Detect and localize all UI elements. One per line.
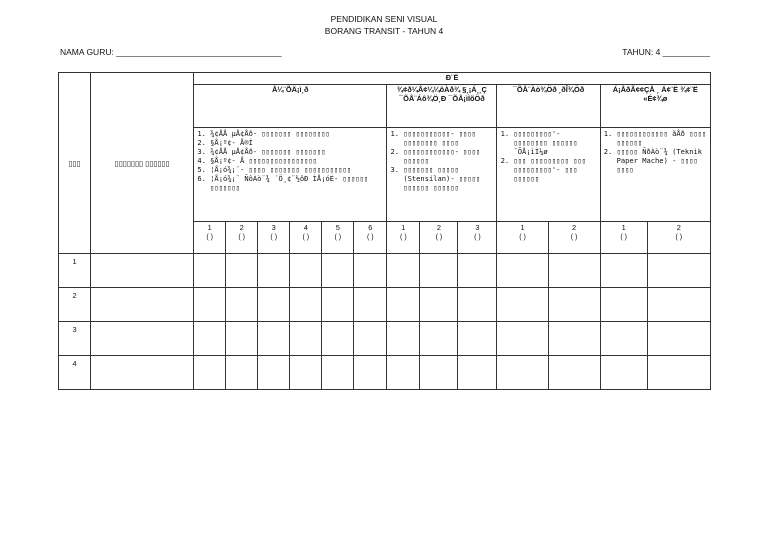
sub-column-number: 4 <box>303 223 308 232</box>
sub-column-number: 2 <box>572 223 577 232</box>
score-placeholder: ( ) <box>302 234 310 241</box>
row-number: 2 <box>59 288 91 322</box>
score-cell[interactable] <box>354 254 387 288</box>
sub-column-number: 3 <box>475 223 480 232</box>
sub-column-1-1 <box>194 222 226 254</box>
score-cell[interactable] <box>420 254 458 288</box>
score-cell[interactable] <box>548 322 600 356</box>
score-cell[interactable] <box>647 254 710 288</box>
criterion-item: 6. ¦Å¡ó¾¡¨ ÑôÀò¨¾ ´Ö¸¢¨½ôÐ ÌÅ¡óÉ- ▯▯▯▯▯▯ ▯▯▯▯▯▯▯ <box>210 174 384 192</box>
score-placeholder: ( ) <box>206 234 213 241</box>
criterion-item: 4. §Å¡º¢- Å ▯▯▯▯▯▯▯▯▯▯▯▯▯▯▯▯ <box>210 156 384 165</box>
score-cell[interactable] <box>226 356 258 390</box>
score-cell[interactable] <box>322 356 354 390</box>
criteria-cell-3 <box>497 128 600 222</box>
score-cell[interactable] <box>600 322 647 356</box>
score-cell[interactable] <box>497 288 548 322</box>
section-heading-3: ¯ÕÅ¨Àò¾Öð ¸ðÎ¾Öð <box>497 85 600 128</box>
score-cell[interactable] <box>387 322 420 356</box>
table-row <box>59 288 711 322</box>
criteria-list-3 <box>497 129 599 183</box>
criterion-item: 1. ▯▯▯▯▯▯▯▯▯'- ▯▯▯▯▯▯▯▯ ▯▯▯▯▯▯ ¯ÕÅ¡ìÌ¼ø <box>513 129 597 156</box>
criteria-list-4 <box>601 129 710 174</box>
criterion-item: 2. ▯▯▯ ▯▯▯▯▯▯▯▯▯ ▯▯▯ ▯▯▯▯▯▯▯▯▯'- ▯▯▯ ▯▯▯▯▯▯ <box>513 156 597 183</box>
score-cell[interactable] <box>194 254 226 288</box>
score-cell[interactable] <box>194 356 226 390</box>
criterion-item: 1. ¾¢ÅÅ µÅ¢Åð- ▯▯▯▯▯▯▯ ▯▯▯▯▯▯▯▯ <box>210 129 384 138</box>
score-cell[interactable] <box>354 322 387 356</box>
score-cell[interactable] <box>258 254 290 288</box>
sub-column-1-5 <box>322 222 354 254</box>
score-cell[interactable] <box>600 356 647 390</box>
score-cell[interactable] <box>322 288 354 322</box>
sub-column-number: 2 <box>239 223 244 232</box>
score-placeholder: ( ) <box>435 234 443 241</box>
sub-column-2-2 <box>420 222 458 254</box>
score-cell[interactable] <box>290 288 322 322</box>
score-cell[interactable] <box>258 356 290 390</box>
score-cell[interactable] <box>194 288 226 322</box>
criteria-list-2 <box>387 129 496 192</box>
sub-column-number: 2 <box>676 223 681 232</box>
score-cell[interactable] <box>354 356 387 390</box>
score-cell[interactable] <box>420 322 458 356</box>
criteria-cell-4 <box>600 128 710 222</box>
score-placeholder: ( ) <box>570 234 578 241</box>
score-placeholder: ( ) <box>675 234 683 241</box>
score-cell[interactable] <box>226 322 258 356</box>
score-cell[interactable] <box>497 254 548 288</box>
criteria-cell-1 <box>194 128 387 222</box>
score-cell[interactable] <box>458 322 497 356</box>
sub-column-1-3 <box>258 222 290 254</box>
criterion-item: 2. ▯▯▯▯▯ ÑðÀò¨¾ (Teknik Paper Mache) - ▯▯▯▯ ▯▯▯▯ <box>617 147 708 174</box>
score-cell[interactable] <box>600 254 647 288</box>
score-cell[interactable] <box>387 254 420 288</box>
student-name-cell[interactable] <box>91 356 194 390</box>
score-placeholder: ( ) <box>620 234 627 241</box>
sub-column-number: 2 <box>436 223 441 232</box>
score-cell[interactable] <box>290 254 322 288</box>
score-cell[interactable] <box>322 254 354 288</box>
score-cell[interactable] <box>420 356 458 390</box>
row-number: 1 <box>59 254 91 288</box>
score-placeholder: ( ) <box>334 234 342 241</box>
score-cell[interactable] <box>548 254 600 288</box>
score-cell[interactable] <box>458 356 497 390</box>
score-cell[interactable] <box>458 254 497 288</box>
criteria-list-1 <box>194 129 386 192</box>
score-cell[interactable] <box>497 322 548 356</box>
sub-column-number: 1 <box>520 223 525 232</box>
table-row <box>59 322 711 356</box>
score-cell[interactable] <box>420 288 458 322</box>
sub-column-3-1 <box>497 222 548 254</box>
sub-column-number: 6 <box>368 223 373 232</box>
row-number: 3 <box>59 322 91 356</box>
criterion-item: 2. §Å¡º¢- Å®Í <box>210 138 384 147</box>
col-header-no: ▯▯▯ <box>59 73 91 254</box>
sub-column-4-2 <box>647 222 710 254</box>
sub-column-1-6 <box>354 222 387 254</box>
sub-column-4-1 <box>600 222 647 254</box>
score-cell[interactable] <box>647 322 710 356</box>
sub-column-number: 1 <box>621 223 626 232</box>
score-cell[interactable] <box>258 322 290 356</box>
criterion-item: 2. ▯▯▯▯▯▯▯▯▯▯▯▯- ▯▯▯▯ ▯▯▯▯▯▯ <box>403 147 494 165</box>
score-cell[interactable] <box>226 254 258 288</box>
sub-column-2-3 <box>458 222 497 254</box>
sub-column-number: 1 <box>401 223 406 232</box>
sub-column-1-2 <box>226 222 258 254</box>
sub-column-number: 5 <box>335 223 340 232</box>
sub-column-1-4 <box>290 222 322 254</box>
year-field[interactable]: TAHUN: 4 __________ <box>622 47 710 57</box>
score-cell[interactable] <box>458 288 497 322</box>
row-number: 4 <box>59 356 91 390</box>
teacher-name-field[interactable]: NAMA GURU: ___________________________________ <box>60 47 282 57</box>
criteria-cell-2 <box>387 128 497 222</box>
score-cell[interactable] <box>290 356 322 390</box>
sub-column-number: 1 <box>207 223 212 232</box>
criterion-item: 5. ¦Å¡ó¾¡¨- ▯▯▯▯ ▯▯▯▯▯▯▯ ▯▯▯▯▯▯▯▯▯▯▯ <box>210 165 384 174</box>
student-name-cell[interactable] <box>91 254 194 288</box>
score-placeholder: ( ) <box>400 234 407 241</box>
title-subject: PENDIDIKAN SENI VISUAL <box>330 14 438 24</box>
score-cell[interactable] <box>647 356 710 390</box>
criterion-item: 3. ▯▯▯▯▯▯▯ ▯▯▯▯▯ (Stensilan)- ▯▯▯▯▯ ▯▯▯▯▯▯ ▯▯▯▯▯▯ <box>403 165 494 192</box>
score-cell[interactable] <box>600 288 647 322</box>
score-cell[interactable] <box>258 288 290 322</box>
score-cell[interactable] <box>387 288 420 322</box>
assessment-table <box>58 72 711 390</box>
score-cell[interactable] <box>387 356 420 390</box>
section-heading-4: Á¡ÅðÃ¢¢ÇÅ ¸ Ä¢¨Ë ¾¢¨Ë «É¢¾ø <box>600 85 710 128</box>
score-placeholder: ( ) <box>519 234 526 241</box>
score-cell[interactable] <box>322 322 354 356</box>
student-name-cell[interactable] <box>91 288 194 322</box>
group-header: Ð¨Ë <box>194 73 711 85</box>
score-cell[interactable] <box>354 288 387 322</box>
table-row <box>59 356 711 390</box>
score-placeholder: ( ) <box>238 234 245 241</box>
score-placeholder: ( ) <box>367 234 374 241</box>
score-cell[interactable] <box>497 356 548 390</box>
table-row <box>59 254 711 288</box>
score-cell[interactable] <box>290 322 322 356</box>
sub-column-3-2 <box>548 222 600 254</box>
score-cell[interactable] <box>647 288 710 322</box>
score-placeholder: ( ) <box>270 234 278 241</box>
score-cell[interactable] <box>548 356 600 390</box>
score-cell[interactable] <box>194 322 226 356</box>
criterion-item: 1. ▯▯▯▯▯▯▯▯▯▯▯- ▯▯▯▯ ▯▯▯▯▯▯▯▯ ▯▯▯▯ <box>403 129 494 147</box>
criterion-item: 3. ¾¢ÅÅ µÅ¢Åð- ▯▯▯▯▯▯▯ ▯▯▯▯▯▯▯ <box>210 147 384 156</box>
title-form-name: BORANG TRANSIT - TAHUN 4 <box>324 26 444 36</box>
form-title <box>0 13 768 37</box>
section-heading-2: ¾¢ð¼Å¢¼¼ôÀð¾ §¸¡Á¸¸Ç ¯ÕÅ¨Áô¾Ö¸Ð ¯ÕÅ¡ìÌõÖð <box>387 85 497 128</box>
score-cell[interactable] <box>226 288 258 322</box>
sub-column-2-1 <box>387 222 420 254</box>
section-heading-1: Å¼¨ÕÄ¡ì¸ð <box>194 85 387 128</box>
student-name-cell[interactable] <box>91 322 194 356</box>
score-cell[interactable] <box>548 288 600 322</box>
criterion-item: 1. ▯▯▯▯▯▯▯▯▯▯▯▯ ãÅð ▯▯▯▯ ▯▯▯▯▯▯ <box>617 129 708 147</box>
col-header-student-name: ▯▯▯▯▯▯▯ ▯▯▯▯▯▯ <box>91 73 194 254</box>
score-placeholder: ( ) <box>474 234 481 241</box>
sub-column-number: 3 <box>271 223 276 232</box>
